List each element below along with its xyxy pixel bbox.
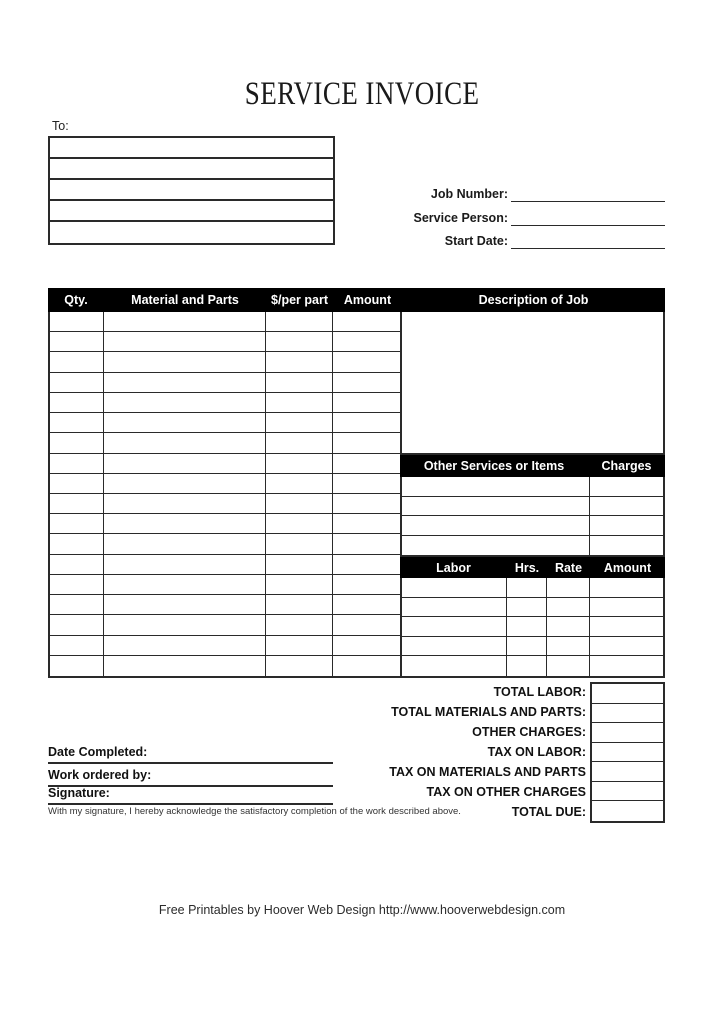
material-cell[interactable] xyxy=(104,332,266,351)
date-completed-line[interactable] xyxy=(48,745,333,764)
amount-cell[interactable] xyxy=(333,393,400,412)
rate-cell[interactable] xyxy=(547,617,590,636)
service-item-cell[interactable] xyxy=(402,516,590,535)
address-line[interactable] xyxy=(50,222,333,243)
materials-row xyxy=(50,393,400,413)
material-cell[interactable] xyxy=(104,393,266,412)
tax-labor-label: TAX ON LABOR: xyxy=(487,745,586,759)
material-cell[interactable] xyxy=(104,555,266,574)
charge-cell[interactable] xyxy=(590,516,663,535)
amount-cell[interactable] xyxy=(333,312,400,331)
total-due-label: TOTAL DUE: xyxy=(511,805,586,819)
labor-amount-cell[interactable] xyxy=(590,617,663,636)
labor-cell[interactable] xyxy=(402,656,507,676)
start-date-line[interactable] xyxy=(511,233,665,249)
hrs-cell[interactable] xyxy=(507,598,547,617)
price-cell[interactable] xyxy=(266,352,333,371)
start-date-field xyxy=(398,232,665,249)
materials-row xyxy=(50,494,400,514)
qty-cell[interactable] xyxy=(50,413,104,432)
price-cell[interactable] xyxy=(266,494,333,513)
hrs-cell[interactable] xyxy=(507,637,547,656)
address-line[interactable] xyxy=(50,159,333,180)
amount-cell[interactable] xyxy=(333,514,400,533)
labor-row xyxy=(402,637,663,657)
amount-cell[interactable] xyxy=(333,433,400,452)
price-cell[interactable] xyxy=(266,575,333,594)
qty-header: Qty. xyxy=(64,293,88,307)
amount-cell[interactable] xyxy=(333,656,400,676)
other-service-row xyxy=(402,516,663,536)
materials-row xyxy=(50,555,400,575)
other-services-label: Other Services or Items xyxy=(423,459,565,473)
service-item-cell[interactable] xyxy=(402,536,590,556)
other-services-body xyxy=(400,477,665,557)
material-header: Material and Parts xyxy=(131,293,239,307)
materials-row xyxy=(50,636,400,656)
price-cell[interactable] xyxy=(266,413,333,432)
service-item-cell[interactable] xyxy=(402,497,590,516)
tax-other-label: TAX ON OTHER CHARGES xyxy=(426,785,586,799)
material-cell[interactable] xyxy=(104,413,266,432)
rate-cell[interactable] xyxy=(547,598,590,617)
price-cell[interactable] xyxy=(266,373,333,392)
rate-cell[interactable] xyxy=(547,578,590,597)
labor-row xyxy=(402,617,663,637)
labor-amount-cell[interactable] xyxy=(590,598,663,617)
materials-table-body xyxy=(48,312,402,678)
total-materials-label: TOTAL MATERIALS AND PARTS: xyxy=(391,705,586,719)
labor-label: Labor xyxy=(436,560,471,575)
address-line[interactable] xyxy=(50,180,333,201)
qty-cell[interactable] xyxy=(50,656,104,676)
amount-cell[interactable] xyxy=(333,595,400,614)
labor-amount-cell[interactable] xyxy=(590,656,663,676)
amount-cell[interactable] xyxy=(333,615,400,634)
service-item-cell[interactable] xyxy=(402,477,590,496)
materials-row xyxy=(50,312,400,332)
qty-cell[interactable] xyxy=(50,454,104,473)
qty-cell[interactable] xyxy=(50,393,104,412)
materials-row xyxy=(50,575,400,595)
charge-cell[interactable] xyxy=(590,477,663,496)
price-cell[interactable] xyxy=(266,332,333,351)
material-cell[interactable] xyxy=(104,352,266,371)
qty-cell[interactable] xyxy=(50,514,104,533)
material-cell[interactable] xyxy=(104,636,266,655)
labor-amount-label: Amount xyxy=(603,560,652,575)
labor-table-body xyxy=(400,578,665,678)
signature-line[interactable] xyxy=(48,786,333,805)
qty-cell[interactable] xyxy=(50,575,104,594)
materials-row xyxy=(50,433,400,453)
labor-amount-cell[interactable] xyxy=(590,637,663,656)
material-cell[interactable] xyxy=(104,433,266,452)
material-cell[interactable] xyxy=(104,474,266,493)
qty-cell[interactable] xyxy=(50,352,104,371)
price-cell[interactable] xyxy=(266,393,333,412)
total-value-box[interactable] xyxy=(592,723,663,743)
amount-cell[interactable] xyxy=(333,413,400,432)
price-header: $/per part xyxy=(271,293,328,307)
labor-table-header xyxy=(400,557,665,578)
rate-cell[interactable] xyxy=(547,637,590,656)
price-cell[interactable] xyxy=(266,514,333,533)
material-cell[interactable] xyxy=(104,575,266,594)
materials-row xyxy=(50,514,400,534)
labor-row xyxy=(402,656,663,676)
page-title: SERVICE INVOICE xyxy=(244,76,480,112)
work-ordered-line[interactable] xyxy=(48,768,333,787)
amount-cell[interactable] xyxy=(333,474,400,493)
total-value-box[interactable] xyxy=(592,743,663,763)
amount-cell[interactable] xyxy=(333,534,400,553)
amount-header: Amount xyxy=(343,293,392,307)
material-cell[interactable] xyxy=(104,373,266,392)
price-cell[interactable] xyxy=(266,656,333,676)
qty-cell[interactable] xyxy=(50,534,104,553)
qty-cell[interactable] xyxy=(50,474,104,493)
materials-row xyxy=(50,332,400,352)
start-date-label: Start Date: xyxy=(444,234,508,248)
service-person-line[interactable] xyxy=(511,210,665,226)
material-cell[interactable] xyxy=(104,656,266,676)
work-ordered-label: Work ordered by: xyxy=(48,768,152,782)
material-cell[interactable] xyxy=(104,615,266,634)
materials-row xyxy=(50,656,400,676)
labor-cell[interactable] xyxy=(402,617,507,636)
qty-cell[interactable] xyxy=(50,494,104,513)
amount-cell[interactable] xyxy=(333,494,400,513)
price-cell[interactable] xyxy=(266,433,333,452)
total-labor-label: TOTAL LABOR: xyxy=(493,685,586,699)
materials-row xyxy=(50,595,400,615)
tax-materials-label: TAX ON MATERIALS AND PARTS xyxy=(389,765,586,779)
other-service-row xyxy=(402,536,663,556)
labor-row xyxy=(402,578,663,598)
hrs-label: Hrs. xyxy=(514,560,540,575)
materials-row xyxy=(50,454,400,474)
materials-row xyxy=(50,413,400,433)
material-cell[interactable] xyxy=(104,494,266,513)
address-line[interactable] xyxy=(50,201,333,222)
material-cell[interactable] xyxy=(104,595,266,614)
total-value-box[interactable] xyxy=(592,684,663,704)
qty-cell[interactable] xyxy=(50,636,104,655)
qty-cell[interactable] xyxy=(50,595,104,614)
other-service-row xyxy=(402,477,663,497)
material-cell[interactable] xyxy=(104,454,266,473)
job-number-label: Job Number: xyxy=(430,187,508,201)
hrs-cell[interactable] xyxy=(507,617,547,636)
signature-disclaimer: With my signature, I hereby acknowledge the satisfactory completion of the work described above. xyxy=(48,806,461,817)
totals-boxes xyxy=(590,682,665,823)
amount-cell[interactable] xyxy=(333,332,400,351)
materials-row xyxy=(50,352,400,372)
material-cell[interactable] xyxy=(104,312,266,331)
description-header: Description of Job xyxy=(478,293,589,307)
job-description-box[interactable] xyxy=(400,312,665,455)
other-services-header xyxy=(400,455,665,477)
recipient-address-box xyxy=(48,136,335,245)
rate-cell[interactable] xyxy=(547,656,590,676)
amount-cell[interactable] xyxy=(333,352,400,371)
qty-cell[interactable] xyxy=(50,555,104,574)
footer-credit: Free Printables by Hoover Web Design http://www.hooverwebdesign.com xyxy=(158,903,566,917)
qty-cell[interactable] xyxy=(50,433,104,452)
labor-cell[interactable] xyxy=(402,598,507,617)
labor-cell[interactable] xyxy=(402,637,507,656)
amount-cell[interactable] xyxy=(333,636,400,655)
materials-row xyxy=(50,474,400,494)
amount-cell[interactable] xyxy=(333,575,400,594)
materials-row xyxy=(50,615,400,635)
labor-amount-cell[interactable] xyxy=(590,578,663,597)
price-cell[interactable] xyxy=(266,636,333,655)
qty-cell[interactable] xyxy=(50,332,104,351)
total-value-box[interactable] xyxy=(592,782,663,802)
total-value-box[interactable] xyxy=(592,762,663,782)
service-person-label: Service Person: xyxy=(413,211,508,225)
other-charges-label: OTHER CHARGES: xyxy=(472,725,586,739)
material-cell[interactable] xyxy=(104,514,266,533)
to-label: To: xyxy=(52,119,69,133)
amount-cell[interactable] xyxy=(333,373,400,392)
address-line[interactable] xyxy=(50,138,333,159)
charges-label: Charges xyxy=(601,459,652,473)
service-person-field xyxy=(398,209,665,226)
total-value-box[interactable] xyxy=(592,801,663,821)
job-number-field xyxy=(398,185,665,202)
date-completed-label: Date Completed: xyxy=(48,745,148,759)
labor-row xyxy=(402,598,663,618)
price-cell[interactable] xyxy=(266,312,333,331)
price-cell[interactable] xyxy=(266,615,333,634)
price-cell[interactable] xyxy=(266,474,333,493)
qty-cell[interactable] xyxy=(50,312,104,331)
materials-table-header xyxy=(48,288,665,312)
signature-label: Signature: xyxy=(48,786,110,800)
rate-label: Rate xyxy=(554,560,583,575)
total-value-box[interactable] xyxy=(592,704,663,724)
charge-cell[interactable] xyxy=(590,497,663,516)
materials-row xyxy=(50,373,400,393)
hrs-cell[interactable] xyxy=(507,578,547,597)
price-cell[interactable] xyxy=(266,534,333,553)
qty-cell[interactable] xyxy=(50,615,104,634)
labor-cell[interactable] xyxy=(402,578,507,597)
amount-cell[interactable] xyxy=(333,555,400,574)
hrs-cell[interactable] xyxy=(507,656,547,676)
price-cell[interactable] xyxy=(266,454,333,473)
materials-row xyxy=(50,534,400,554)
price-cell[interactable] xyxy=(266,555,333,574)
job-number-line[interactable] xyxy=(511,186,665,202)
material-cell[interactable] xyxy=(104,534,266,553)
other-service-row xyxy=(402,497,663,517)
amount-cell[interactable] xyxy=(333,454,400,473)
charge-cell[interactable] xyxy=(590,536,663,556)
price-cell[interactable] xyxy=(266,595,333,614)
qty-cell[interactable] xyxy=(50,373,104,392)
